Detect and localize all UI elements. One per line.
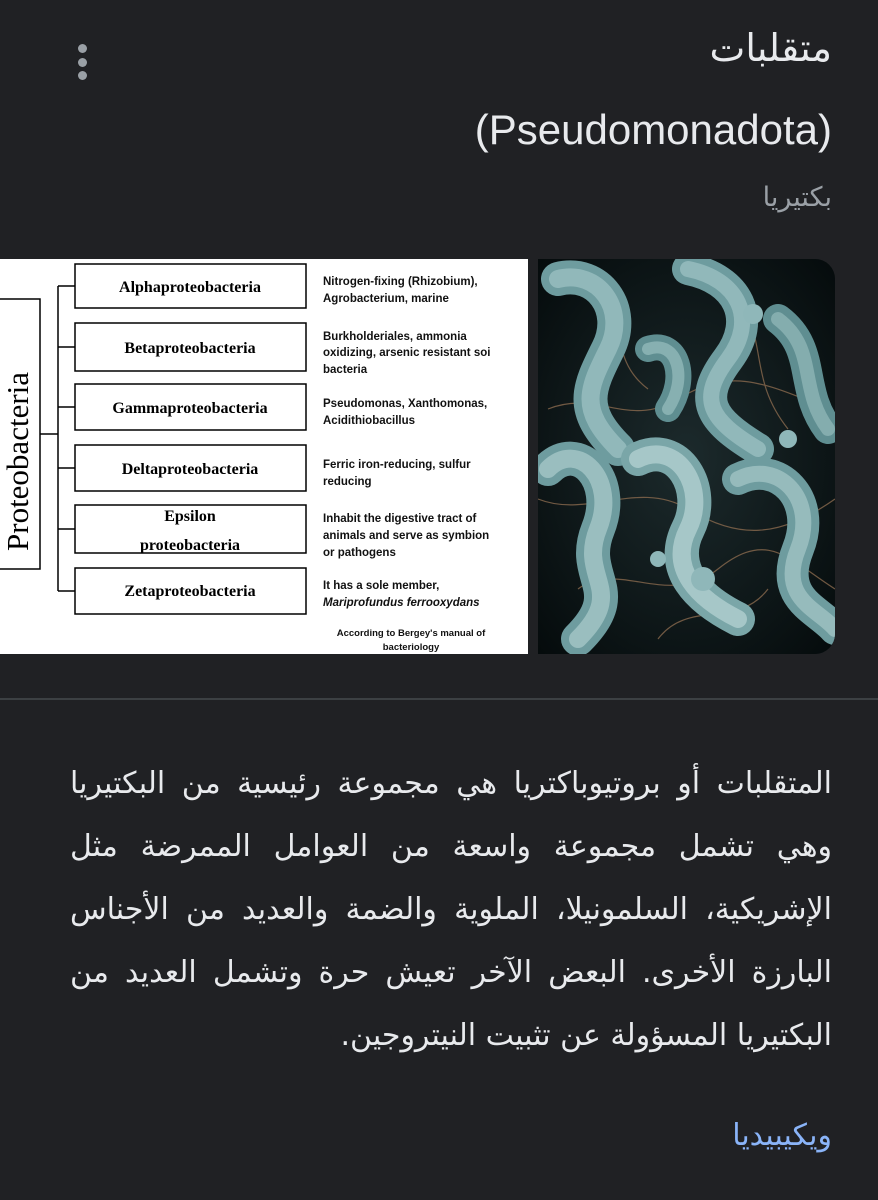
diagram-footer: bacteriology xyxy=(382,642,440,653)
class-note: Agrobacterium, marine xyxy=(323,293,449,305)
entity-description: المتقلبات أو بروتيوباكتريا هي مجموعة رئيسية من البكتيريا وهي تشمل مجموعة واسعة من العوامل الممرضة مثل الإشريكية، السلمونيلا، الملوية والضمة والعديد من الأجناس البارزة الأخرى. البعض الآخر تعيش حرة وتشمل العديد من البكتيريا المسؤولة عن تثبيت النيتروجين. xyxy=(70,766,832,1053)
class-note: Nitrogen-fixing (Rhizobium), xyxy=(323,276,478,288)
proteobacteria-classification-image[interactable] xyxy=(0,259,528,654)
class-note: bacteria xyxy=(323,364,368,376)
section-divider xyxy=(0,698,878,700)
class-label: Epsilon xyxy=(164,508,216,525)
class-label: Betaproteobacteria xyxy=(124,340,256,357)
more-vert-icon xyxy=(78,44,87,53)
class-note: oxidizing, arsenic resistant soi xyxy=(323,347,491,359)
class-note: reducing xyxy=(323,476,372,488)
class-note: Mariprofundus ferrooxydans xyxy=(323,597,480,609)
root-label: Proteobacteria xyxy=(0,371,35,551)
wikipedia-source-link[interactable]: ويكيبيديا xyxy=(732,1118,832,1153)
more-options-button[interactable] xyxy=(64,40,100,84)
diagram-footer: According to Bergey's manual of xyxy=(336,628,486,639)
class-note: It has a sole member, xyxy=(323,580,440,592)
entity-title-english: (Pseudomonadota) xyxy=(474,106,832,153)
more-vert-icon-dot xyxy=(78,58,87,67)
class-label: Zetaproteobacteria xyxy=(124,583,256,600)
entity-title-arabic: متقلبات xyxy=(709,26,832,70)
class-note: Pseudomonas, Xanthomonas, xyxy=(323,398,488,410)
class-note: Acidithiobacillus xyxy=(323,415,416,427)
class-label: Gammaproteobacteria xyxy=(112,400,268,417)
class-label: proteobacteria xyxy=(139,537,241,554)
class-note: or pathogens xyxy=(323,547,396,559)
class-note: Inhabit the digestive tract of xyxy=(323,513,477,525)
entity-subtitle: بكتيريا xyxy=(762,182,832,213)
class-note: Burkholderiales, ammonia xyxy=(323,331,467,343)
bacteria-micrograph-image[interactable] xyxy=(538,259,835,654)
class-note: Ferric iron-reducing, sulfur xyxy=(323,459,471,471)
class-note: animals and serve as symbion xyxy=(323,530,490,542)
more-vert-icon-dot xyxy=(78,71,87,80)
class-label: Deltaproteobacteria xyxy=(121,461,259,478)
class-label: Alphaproteobacteria xyxy=(119,279,261,296)
